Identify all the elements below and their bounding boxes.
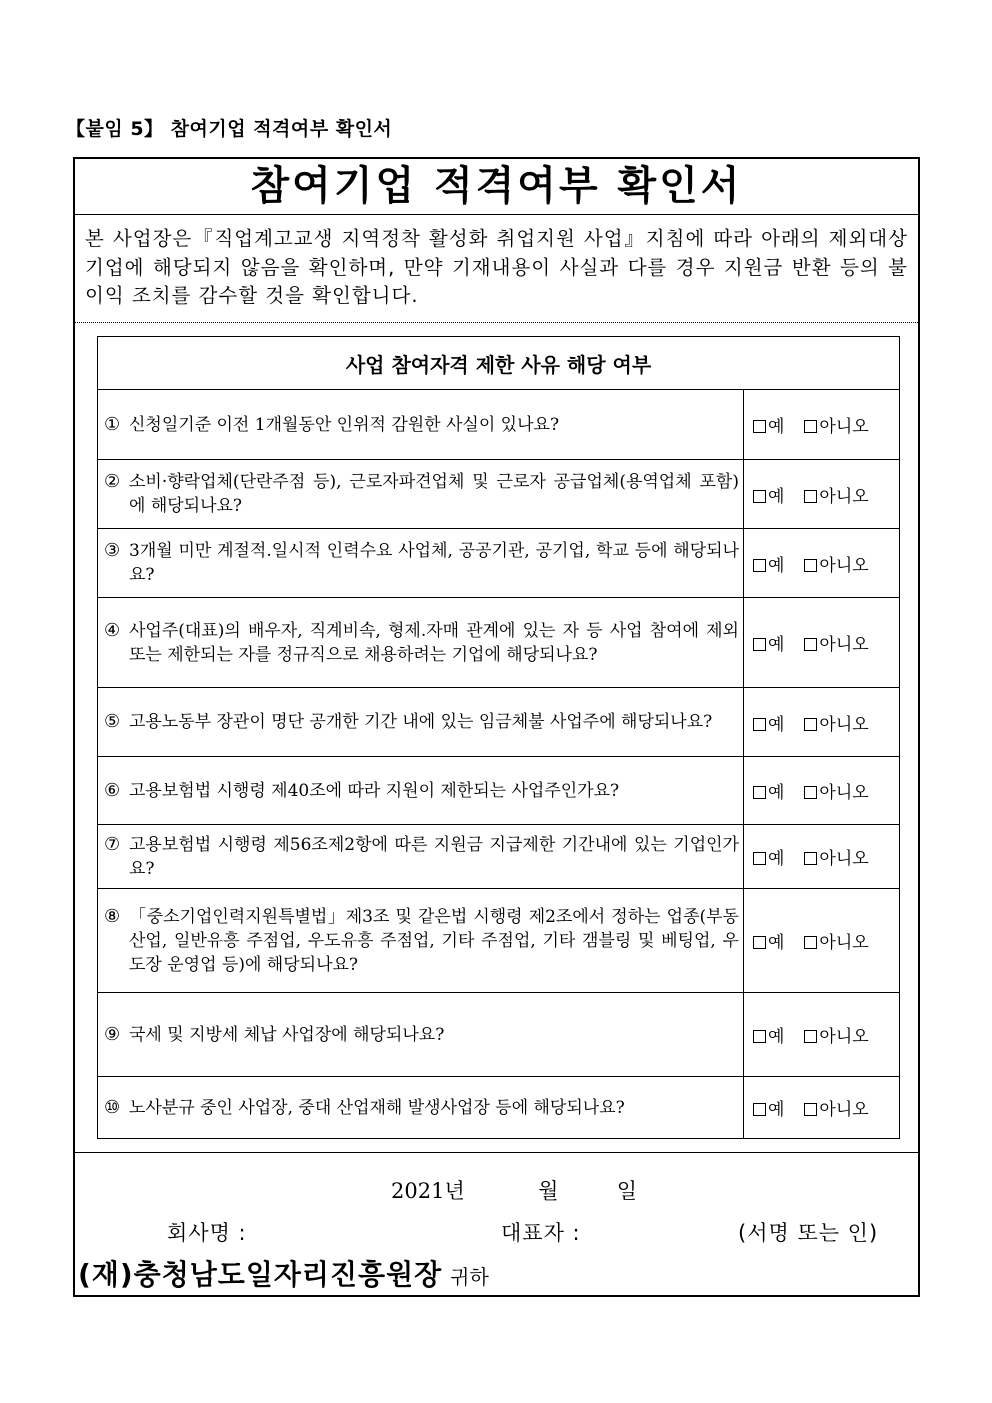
yes-label: 예 — [767, 933, 785, 953]
yes-label: 예 — [767, 1100, 785, 1120]
checkbox-icon[interactable] — [804, 852, 817, 865]
no-label: 아니오 — [819, 555, 869, 576]
intro-paragraph: 본 사업장은『직업계고교생 지역정착 활성화 취업지원 사업』지침에 따라 아래의 제외대상 기업에 해당되지 않음을 확인하며, 만약 기재내용이 사실과 다를 경우 지원금 반환 등의 불이익 조치를 감수할 것을 확인합니다. — [85, 227, 908, 307]
no-option[interactable] — [804, 933, 868, 953]
date-year: 2021년 — [391, 1179, 465, 1203]
question-row — [98, 390, 900, 460]
no-label: 아니오 — [819, 417, 869, 437]
no-option[interactable] — [804, 635, 868, 655]
question-row — [98, 889, 900, 993]
checkbox-icon[interactable] — [753, 852, 766, 865]
no-option[interactable] — [804, 556, 868, 576]
yes-option[interactable] — [753, 933, 784, 953]
eligibility-table — [97, 336, 900, 1139]
checkbox-icon[interactable] — [804, 1030, 817, 1043]
question-number: ⑤ — [104, 711, 121, 732]
checkbox-icon[interactable] — [804, 936, 817, 949]
no-option[interactable] — [804, 1027, 868, 1047]
recipient-org: (재)충청남도일자리진흥원장 — [78, 1258, 443, 1291]
checkbox-icon[interactable] — [804, 420, 817, 433]
question-cell — [98, 825, 744, 889]
checkbox-icon[interactable] — [753, 718, 766, 731]
no-option[interactable] — [804, 1100, 868, 1120]
question-number: ⑦ — [104, 833, 121, 855]
checkbox-icon[interactable] — [804, 559, 817, 572]
no-option[interactable] — [804, 783, 868, 803]
no-label: 아니오 — [819, 635, 869, 655]
yes-option[interactable] — [753, 849, 784, 869]
form-frame — [73, 157, 920, 1297]
recipient-line — [78, 1253, 489, 1293]
yes-label: 예 — [767, 486, 785, 507]
question-row — [98, 460, 900, 529]
form-title: 참여기업 적격여부 확인서 — [75, 159, 918, 215]
yes-label: 예 — [767, 1027, 785, 1047]
answer-cell — [743, 598, 899, 688]
table-header: 사업 참여자격 제한 사유 해당 여부 — [98, 337, 900, 390]
checkbox-icon[interactable] — [804, 1103, 817, 1116]
question-number: ⑥ — [104, 779, 121, 801]
company-name-label: 회사명 : — [167, 1221, 247, 1245]
yes-label: 예 — [767, 849, 785, 869]
yes-option[interactable] — [753, 635, 784, 655]
question-text: 고용보험법 시행령 제40조에 따라 지원이 제한되는 사업주인가요? — [129, 780, 620, 801]
answer-cell — [743, 1077, 899, 1139]
representative-label: 대표자 : — [501, 1221, 581, 1245]
yes-option[interactable] — [753, 783, 784, 803]
no-label: 아니오 — [819, 1100, 869, 1120]
yes-label: 예 — [767, 714, 785, 735]
question-number: ① — [104, 413, 121, 435]
question-text: 3개월 미만 계절적.일시적 인력수요 사업체, 공공기관, 공기업, 학교 등에 해당되나요? — [129, 541, 739, 585]
question-cell — [98, 688, 744, 757]
question-cell — [98, 460, 744, 529]
question-row — [98, 1077, 900, 1139]
answer-cell — [743, 757, 899, 825]
question-cell — [98, 529, 744, 598]
question-text: 고용노동부 장관이 명단 공개한 기간 내에 있는 임금체불 사업주에 해당되나요? — [129, 712, 713, 732]
signature-label: (서명 또는 인) — [738, 1221, 879, 1245]
checkbox-icon[interactable] — [753, 1030, 766, 1043]
checkbox-icon[interactable] — [753, 420, 766, 433]
attachment-label: 【붙임 5】 참여기업 적격여부 확인서 — [66, 118, 393, 140]
checkbox-icon[interactable] — [753, 936, 766, 949]
answer-cell — [743, 889, 899, 993]
question-text: 「중소기업인력지원특별법」제3조 및 같은법 시행령 제2조에서 정하는 업종(부동산업, 일반유흥 주점업, 우도유흥 주점업, 기타 주점업, 기타 갬블링 및 베팅업, 우도장 운영업 등)에 해당되나요? — [129, 906, 739, 975]
yes-label: 예 — [767, 783, 785, 803]
question-cell — [98, 1077, 744, 1139]
checkbox-icon[interactable] — [753, 559, 766, 572]
question-text: 신청일기준 이전 1개월동안 인위적 감원한 사실이 있나요? — [129, 414, 560, 435]
question-text: 노사분규 중인 사업장, 중대 산업재해 발생사업장 등에 해당되나요? — [129, 1097, 625, 1118]
dotted-divider — [75, 322, 918, 323]
question-cell — [98, 598, 744, 688]
checkbox-icon[interactable] — [804, 718, 817, 731]
answer-cell — [743, 688, 899, 757]
footer-divider — [75, 1152, 918, 1153]
checkbox-icon[interactable] — [753, 490, 766, 503]
yes-label: 예 — [767, 417, 785, 437]
question-row — [98, 993, 900, 1077]
question-cell — [98, 993, 744, 1077]
no-label: 아니오 — [819, 933, 869, 953]
answer-cell — [743, 390, 899, 460]
answer-cell — [743, 460, 899, 529]
question-text: 국세 및 지방세 체납 사업장에 해당되나요? — [129, 1024, 445, 1045]
yes-option[interactable] — [753, 715, 784, 735]
yes-option[interactable] — [753, 1100, 784, 1120]
question-row — [98, 757, 900, 825]
question-number: ⑧ — [104, 905, 121, 927]
no-label: 아니오 — [819, 783, 869, 803]
yes-option[interactable] — [753, 556, 784, 576]
yes-option[interactable] — [753, 1027, 784, 1047]
question-row — [98, 825, 900, 889]
question-cell — [98, 889, 744, 993]
question-row — [98, 598, 900, 688]
checkbox-icon[interactable] — [804, 786, 817, 799]
no-option[interactable] — [804, 487, 868, 507]
question-number: ④ — [104, 619, 121, 641]
question-number: ③ — [104, 540, 121, 561]
checkbox-icon[interactable] — [753, 1103, 766, 1116]
checkbox-icon[interactable] — [804, 638, 817, 651]
yes-option[interactable] — [753, 417, 784, 437]
checkbox-icon[interactable] — [804, 490, 817, 503]
answer-cell — [743, 825, 899, 889]
recipient-suffix: 귀하 — [450, 1265, 489, 1289]
question-text: 고용보험법 시행령 제56조제2항에 따른 지원금 지급제한 기간내에 있는 기업인가요? — [129, 834, 739, 879]
date-line — [391, 1175, 637, 1205]
no-label: 아니오 — [819, 486, 869, 507]
question-row — [98, 529, 900, 598]
checkbox-icon[interactable] — [753, 786, 766, 799]
question-row — [98, 688, 900, 757]
question-cell — [98, 757, 744, 825]
checkbox-icon[interactable] — [753, 638, 766, 651]
no-label: 아니오 — [819, 1027, 869, 1047]
date-month: 월 — [538, 1179, 559, 1203]
date-day: 일 — [616, 1179, 638, 1203]
yes-label: 예 — [767, 635, 785, 655]
question-number: ⑨ — [104, 1023, 121, 1045]
no-option[interactable] — [804, 849, 868, 869]
no-option[interactable] — [804, 715, 868, 735]
no-label: 아니오 — [819, 714, 869, 735]
yes-option[interactable] — [753, 487, 784, 507]
yes-label: 예 — [767, 555, 785, 576]
question-text: 사업주(대표)의 배우자, 직계비속, 형제.자매 관계에 있는 자 등 사업 참여에 제외 또는 제한되는 자를 정규직으로 채용하려는 기업에 해당되나요? — [129, 620, 739, 665]
question-cell — [98, 390, 744, 460]
question-text: 소비·향락업체(단란주점 등), 근로자파견업체 및 근로자 공급업체(용역업체 포함)에 해당되나요? — [129, 472, 739, 516]
question-number: ② — [104, 471, 121, 492]
no-option[interactable] — [804, 417, 868, 437]
question-number: ⑩ — [104, 1096, 121, 1118]
answer-cell — [743, 993, 899, 1077]
no-label: 아니오 — [819, 849, 869, 869]
answer-cell — [743, 529, 899, 598]
